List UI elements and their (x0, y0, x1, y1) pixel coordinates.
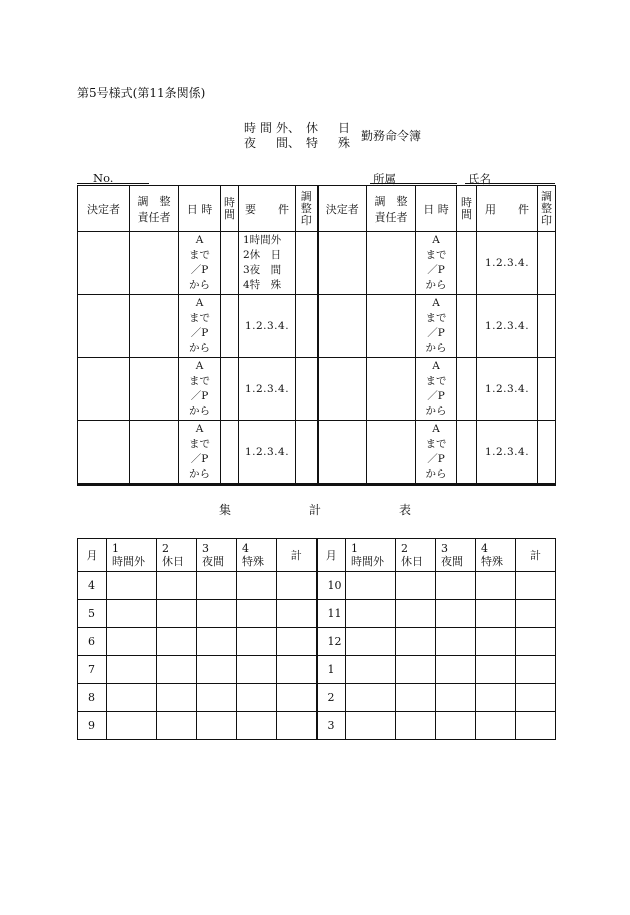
summary-col-month-right: 月 (317, 539, 346, 572)
month-cell: 9 (78, 712, 107, 740)
summary-row (78, 684, 556, 712)
reason-codes[interactable]: 1.2.3.4. (239, 295, 296, 358)
reason-codes[interactable]: 1.2.3.4. (477, 232, 538, 295)
reason-codes[interactable]: 1.2.3.4. (477, 358, 538, 421)
reason-codes[interactable]: 1.2.3.4. (477, 421, 538, 485)
number-label: No. (93, 171, 114, 185)
number-underline (77, 183, 149, 184)
month-cell: 2 (317, 684, 346, 712)
col-datetime: 日 時 (179, 186, 221, 232)
col-reason-right: 用 件 (477, 186, 538, 232)
month-cell: 8 (78, 684, 107, 712)
summary-table (77, 538, 556, 740)
summary-col-month: 月 (78, 539, 107, 572)
summary-row (78, 572, 556, 600)
col-decider: 決定者 (78, 186, 130, 232)
reason-codes[interactable]: 1.2.3.4. (239, 421, 296, 485)
month-cell: 1 (317, 656, 346, 684)
month-cell: 5 (78, 600, 107, 628)
date-cell[interactable]: A まで ／P から (416, 295, 457, 358)
department-label: 所属 (373, 172, 396, 186)
summary-col-total: 計 (277, 539, 317, 572)
summary-header: 月 1 時間外 2 休日 3 夜間 4 特殊 計 月 1 時間外 2 休日 3 夜間 4 特殊 計 (78, 539, 556, 572)
date-cell[interactable]: A まで ／P から (179, 421, 221, 485)
month-cell: 11 (317, 600, 346, 628)
table-row (78, 295, 556, 358)
summary-title: 集 計 表 (219, 503, 411, 517)
month-cell: 12 (317, 628, 346, 656)
date-cell[interactable]: A まで ／P から (179, 232, 221, 295)
col-stamp: 調 整 印 (296, 186, 318, 232)
order-table-header (78, 186, 556, 232)
col-hours-right: 時 間 (457, 186, 477, 232)
month-cell: 3 (317, 712, 346, 740)
month-cell: 4 (78, 572, 107, 600)
summary-row (78, 628, 556, 656)
reason-codes[interactable]: 1.2.3.4. (477, 295, 538, 358)
month-cell: 10 (317, 572, 346, 600)
table-row (78, 421, 556, 485)
col-reason: 要 件 (239, 186, 296, 232)
col-hours: 時 間 (221, 186, 239, 232)
date-cell[interactable]: A まで ／P から (416, 232, 457, 295)
date-cell[interactable]: A まで ／P から (416, 358, 457, 421)
reason-codes[interactable]: 1.2.3.4. (239, 358, 296, 421)
name-label: 氏名 (468, 172, 491, 186)
summary-col-total-right: 計 (516, 539, 556, 572)
month-cell: 6 (78, 628, 107, 656)
table-row (78, 358, 556, 421)
date-cell[interactable]: A まで ／P から (416, 421, 457, 485)
title-line-2: 夜 間、 特 殊 (244, 136, 351, 150)
date-cell[interactable]: A まで ／P から (179, 358, 221, 421)
summary-row (78, 656, 556, 684)
date-cell[interactable]: A まで ／P から (179, 295, 221, 358)
department-underline (370, 183, 457, 184)
order-table (77, 185, 556, 486)
document-title-types (244, 121, 350, 151)
col-datetime-right: 日 時 (416, 186, 457, 232)
document-title: 勤務命令簿 (361, 129, 422, 143)
col-stamp-right: 調 整 印 (538, 186, 556, 232)
table-row (78, 232, 556, 295)
summary-row (78, 712, 556, 740)
month-cell: 7 (78, 656, 107, 684)
col-adjuster-right: 調 整 責任者 (367, 186, 416, 232)
title-line-1: 時 間 外、 休 日 (244, 121, 351, 135)
col-adjuster: 調 整 責任者 (130, 186, 179, 232)
summary-row (78, 600, 556, 628)
col-decider-right: 決定者 (318, 186, 367, 232)
reason-list[interactable]: 1時間外 2休 日 3夜 間 4特 殊 (239, 232, 296, 295)
name-underline (465, 183, 555, 184)
form-label: 第5号様式(第11条関係) (77, 86, 206, 100)
